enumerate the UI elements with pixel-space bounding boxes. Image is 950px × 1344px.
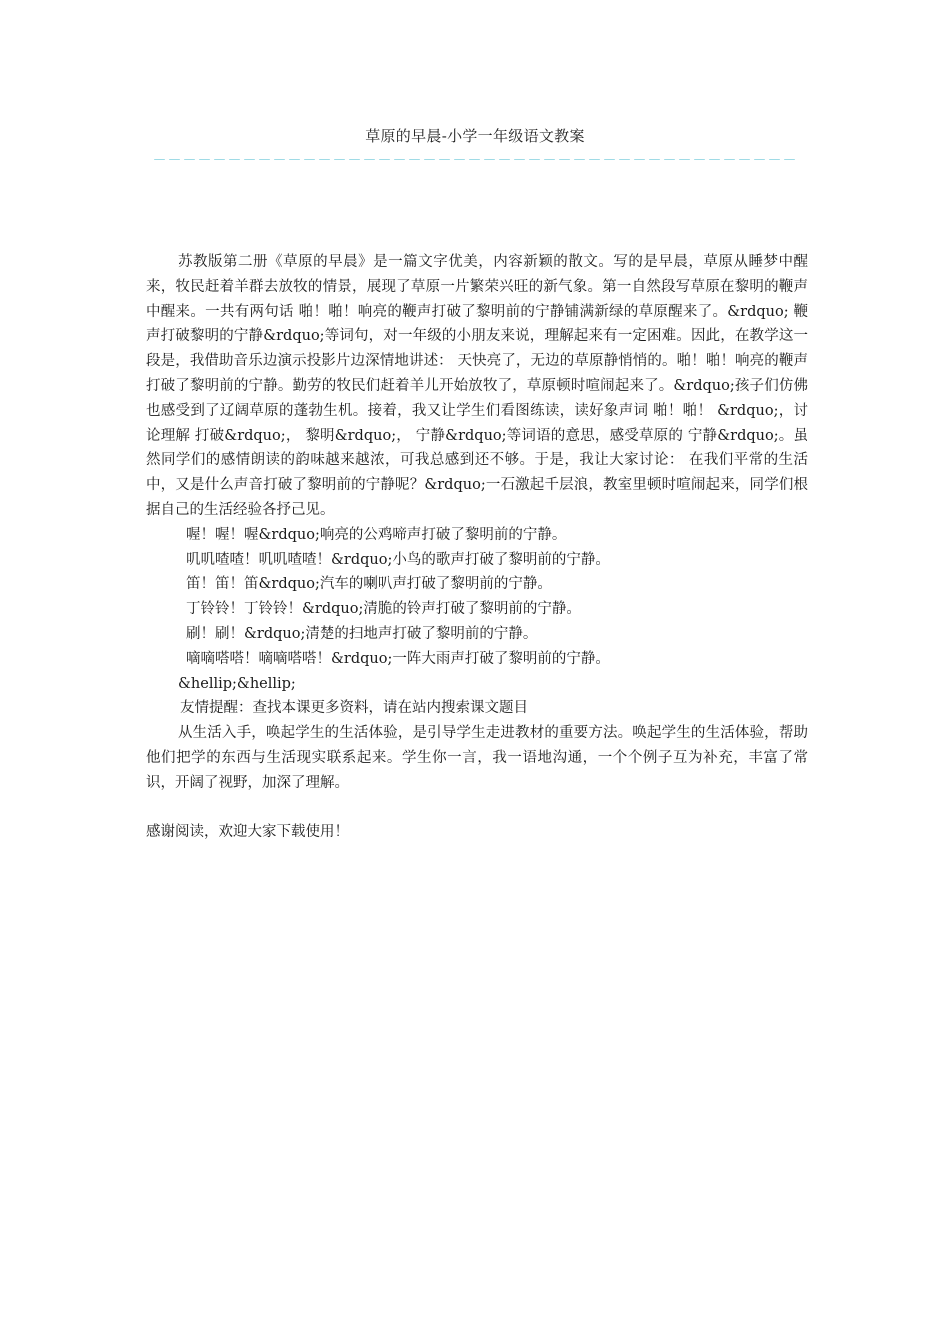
thanks-line: 感谢阅读，欢迎大家下载使用！ xyxy=(146,823,349,840)
tip-line: 友情提醒：查找本课更多资料，请在站内搜索课文题目 xyxy=(180,700,528,717)
example-line: 丁铃铃！丁铃铃！&rdquo;清脆的铃声打破了黎明前的宁静。 xyxy=(186,601,581,618)
example-line: 嘀嘀嗒嗒！嘀嘀嗒嗒！&rdquo;一阵大雨声打破了黎明前的宁静。 xyxy=(186,650,610,667)
example-line: 叽叽喳喳！叽叽喳喳！&rdquo;小鸟的歌声打破了黎明前的宁静。 xyxy=(186,551,610,568)
closing-paragraph: 从生活入手，唤起学生的生活体验，是引导学生走进教材的重要方法。唤起学生的生活体验，帮助他们把学的东西与生活现实联系起来。学生你一言，我一语地沟通，一个个例子互为补充，丰富了常识，开阔了视野，加深了理解。 xyxy=(146,725,808,791)
example-line: 笛！笛！笛&rdquo;汽车的喇叭声打破了黎明前的宁静。 xyxy=(186,576,552,593)
example-line: 刷！刷！&rdquo;清楚的扫地声打破了黎明前的宁静。 xyxy=(186,625,538,642)
document-header xyxy=(0,124,950,168)
document-body xyxy=(146,250,808,844)
document-title: 草原的早晨-小学一年级语文教案 xyxy=(365,127,585,145)
ellipsis-line: &hellip;&hellip; xyxy=(178,675,296,692)
intro-paragraph: 苏教版第二册《草原的早晨》是一篇文字优美，内容新颖的散文。写的是早晨，草原从睡梦中醒来，牧民赶着羊群去放牧的情景，展现了草原一片繁荣兴旺的新气象。第一自然段写草原在黎明的鞭声中醒来。一共有两句话 啪！啪！响亮的鞭声打破了黎明前的宁静铺满新绿的草原醒来了。&rdquo; 鞭声打破黎明的宁静&rdquo;等词句，对一年级的小朋友来说，理解起来有一定困难。因此，在教学这一段是，我借助音乐边演示投影片边深情地讲述： 天快亮了，无边的草原静悄悄的。啪！啪！响亮的鞭声打破了黎明前的宁静。勤劳的牧民们赶着羊儿开始放牧了，草原顿时喧闹起来了。&rdquo;孩子们仿佛也感受到了辽阔草原的蓬勃生机。接着，我又让学生们看图练读，读好象声词 啪！啪！ &rdquo;，讨论理解 打破&rdquo;， 黎明&rdquo;， 宁静&rdquo;等词语的意思，感受草原的 宁静&rdquo;。虽然同学们的感情朗读的韵味越来越浓，可我总感到还不够。于是，我让大家讨论： 在我们平常的生活中，又是什么声音打破了黎明前的宁静呢？&rdquo;一石激起千层浪，教室里顿时喧闹起来，同学们根据自己的生活经验各抒己见。 xyxy=(146,254,808,518)
example-line: 喔！喔！喔&rdquo;响亮的公鸡啼声打破了黎明前的宁静。 xyxy=(186,526,567,543)
title-divider: －－－－－－－－－－－－－－－－－－－－－－－－－－－－－－－－－－－－－－－－－－－ xyxy=(152,154,798,168)
